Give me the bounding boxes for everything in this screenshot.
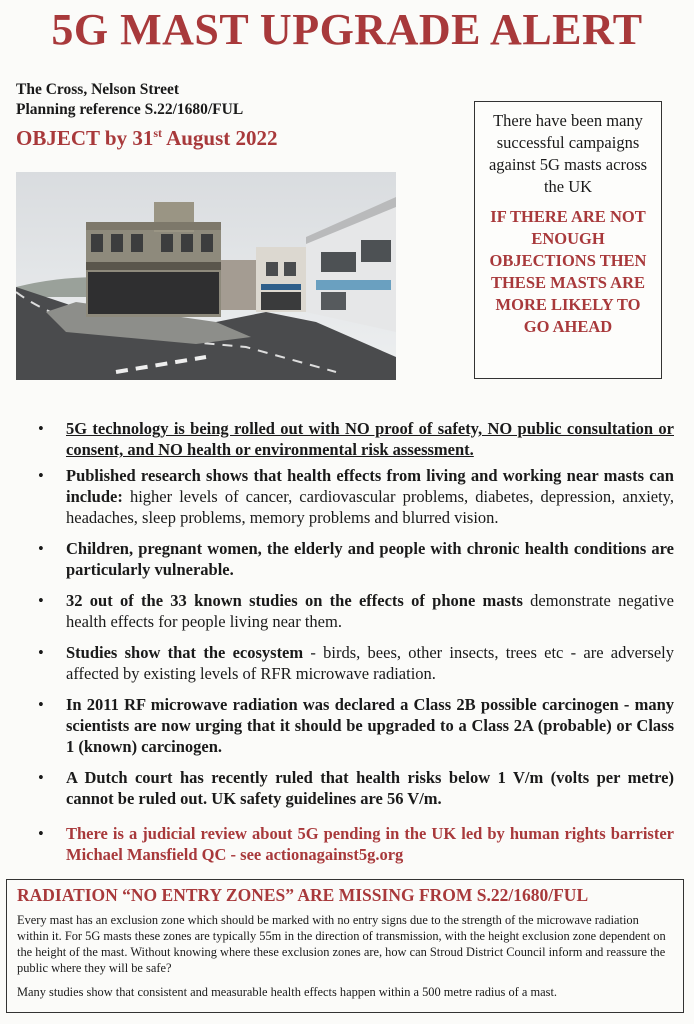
bullet-text: Children, pregnant women, the elderly and people with chronic health conditions are particularly vulnerable. (66, 539, 674, 579)
exclusion-zone-text: Every mast has an exclusion zone which should be marked with no entry signs due to the strength of the microwave radiation within it. For 5G masts these zones are typically 55m in the direction of transmission, with the height exclusion zone dependent on the height of the mast. Without knowing where these exclusion zones are, how can Stroud District Council inform and reassure the public where they will be safe? (17, 913, 666, 975)
planning-reference: Planning reference S.22/1680/FUL (16, 101, 244, 118)
list-item (16, 418, 674, 460)
bullet-bold: 32 out of the 33 known studies on the effects of phone masts (66, 591, 523, 610)
campaign-info-box (474, 101, 662, 379)
list-item (16, 465, 674, 528)
list-item (16, 642, 674, 684)
bullet-text: higher levels of cancer, cardiovascular problems, diabetes, depression, anxiety, headaches, sleep problems, memory problems and blurred vision. (66, 487, 674, 527)
objection-ordinal: st (153, 126, 162, 140)
bullet-text: demonstrate negative health effects for people living near them. (66, 591, 674, 631)
address-block (16, 80, 243, 120)
bullet-text: There is a judicial review about 5G pending in the UK led by human rights barrister Michael Mansfield QC - see actionagainst5g.org (66, 824, 674, 864)
list-item (16, 590, 674, 632)
objection-deadline (16, 126, 278, 151)
bullet-bold: Published research shows that health effects from living and working near masts can include: (66, 466, 674, 506)
list-item (16, 538, 674, 580)
objection-prefix: OBJECT by 31 (16, 126, 154, 150)
campaign-warning: IF THERE ARE NOT ENOUGH OBJECTIONS THEN THESE MASTS ARE MORE LIKELY TO GO AHEAD (489, 207, 647, 336)
bullet-bold: Studies show that the ecosystem (66, 643, 304, 662)
page-title: 5G MAST UPGRADE ALERT (51, 5, 643, 54)
address-line: The Cross, Nelson Street (16, 81, 180, 98)
bullet-text: A Dutch court has recently ruled that health risks below 1 V/m (volts per metre) cannot be ruled out. UK safety guidelines are 56 V/m. (66, 768, 674, 808)
bullet-text: In 2011 RF microwave radiation was declared a Class 2B possible carcinogen - many scientists are now urging that it should be upgraded to a Class 2A (probable) or Class 1 (known) carcinogen. (66, 695, 674, 756)
bullet-text: 5G technology is being rolled out with NO proof of safety, NO public consultation or consent, and NO health or environmental risk assessment. (66, 419, 674, 459)
list-item (16, 694, 674, 757)
exclusion-zone-footnote: Many studies show that consistent and measurable health effects happen within a 500 metre radius of a mast. (17, 985, 557, 999)
objection-suffix: August 2022 (162, 126, 278, 150)
exclusion-zone-box (6, 879, 684, 1013)
street-photo (16, 172, 396, 380)
exclusion-zone-heading: RADIATION “NO ENTRY ZONES” ARE MISSING FROM S.22/1680/FUL (17, 885, 589, 905)
bullet-text: - birds, bees, other insects, trees etc - are adversely affected by existing levels of RFR microwave radiation. (66, 643, 674, 683)
fact-list (16, 418, 674, 865)
campaign-intro: There have been many successful campaigns against 5G masts across the UK (488, 111, 648, 196)
list-item (16, 767, 674, 809)
list-item (16, 823, 674, 865)
